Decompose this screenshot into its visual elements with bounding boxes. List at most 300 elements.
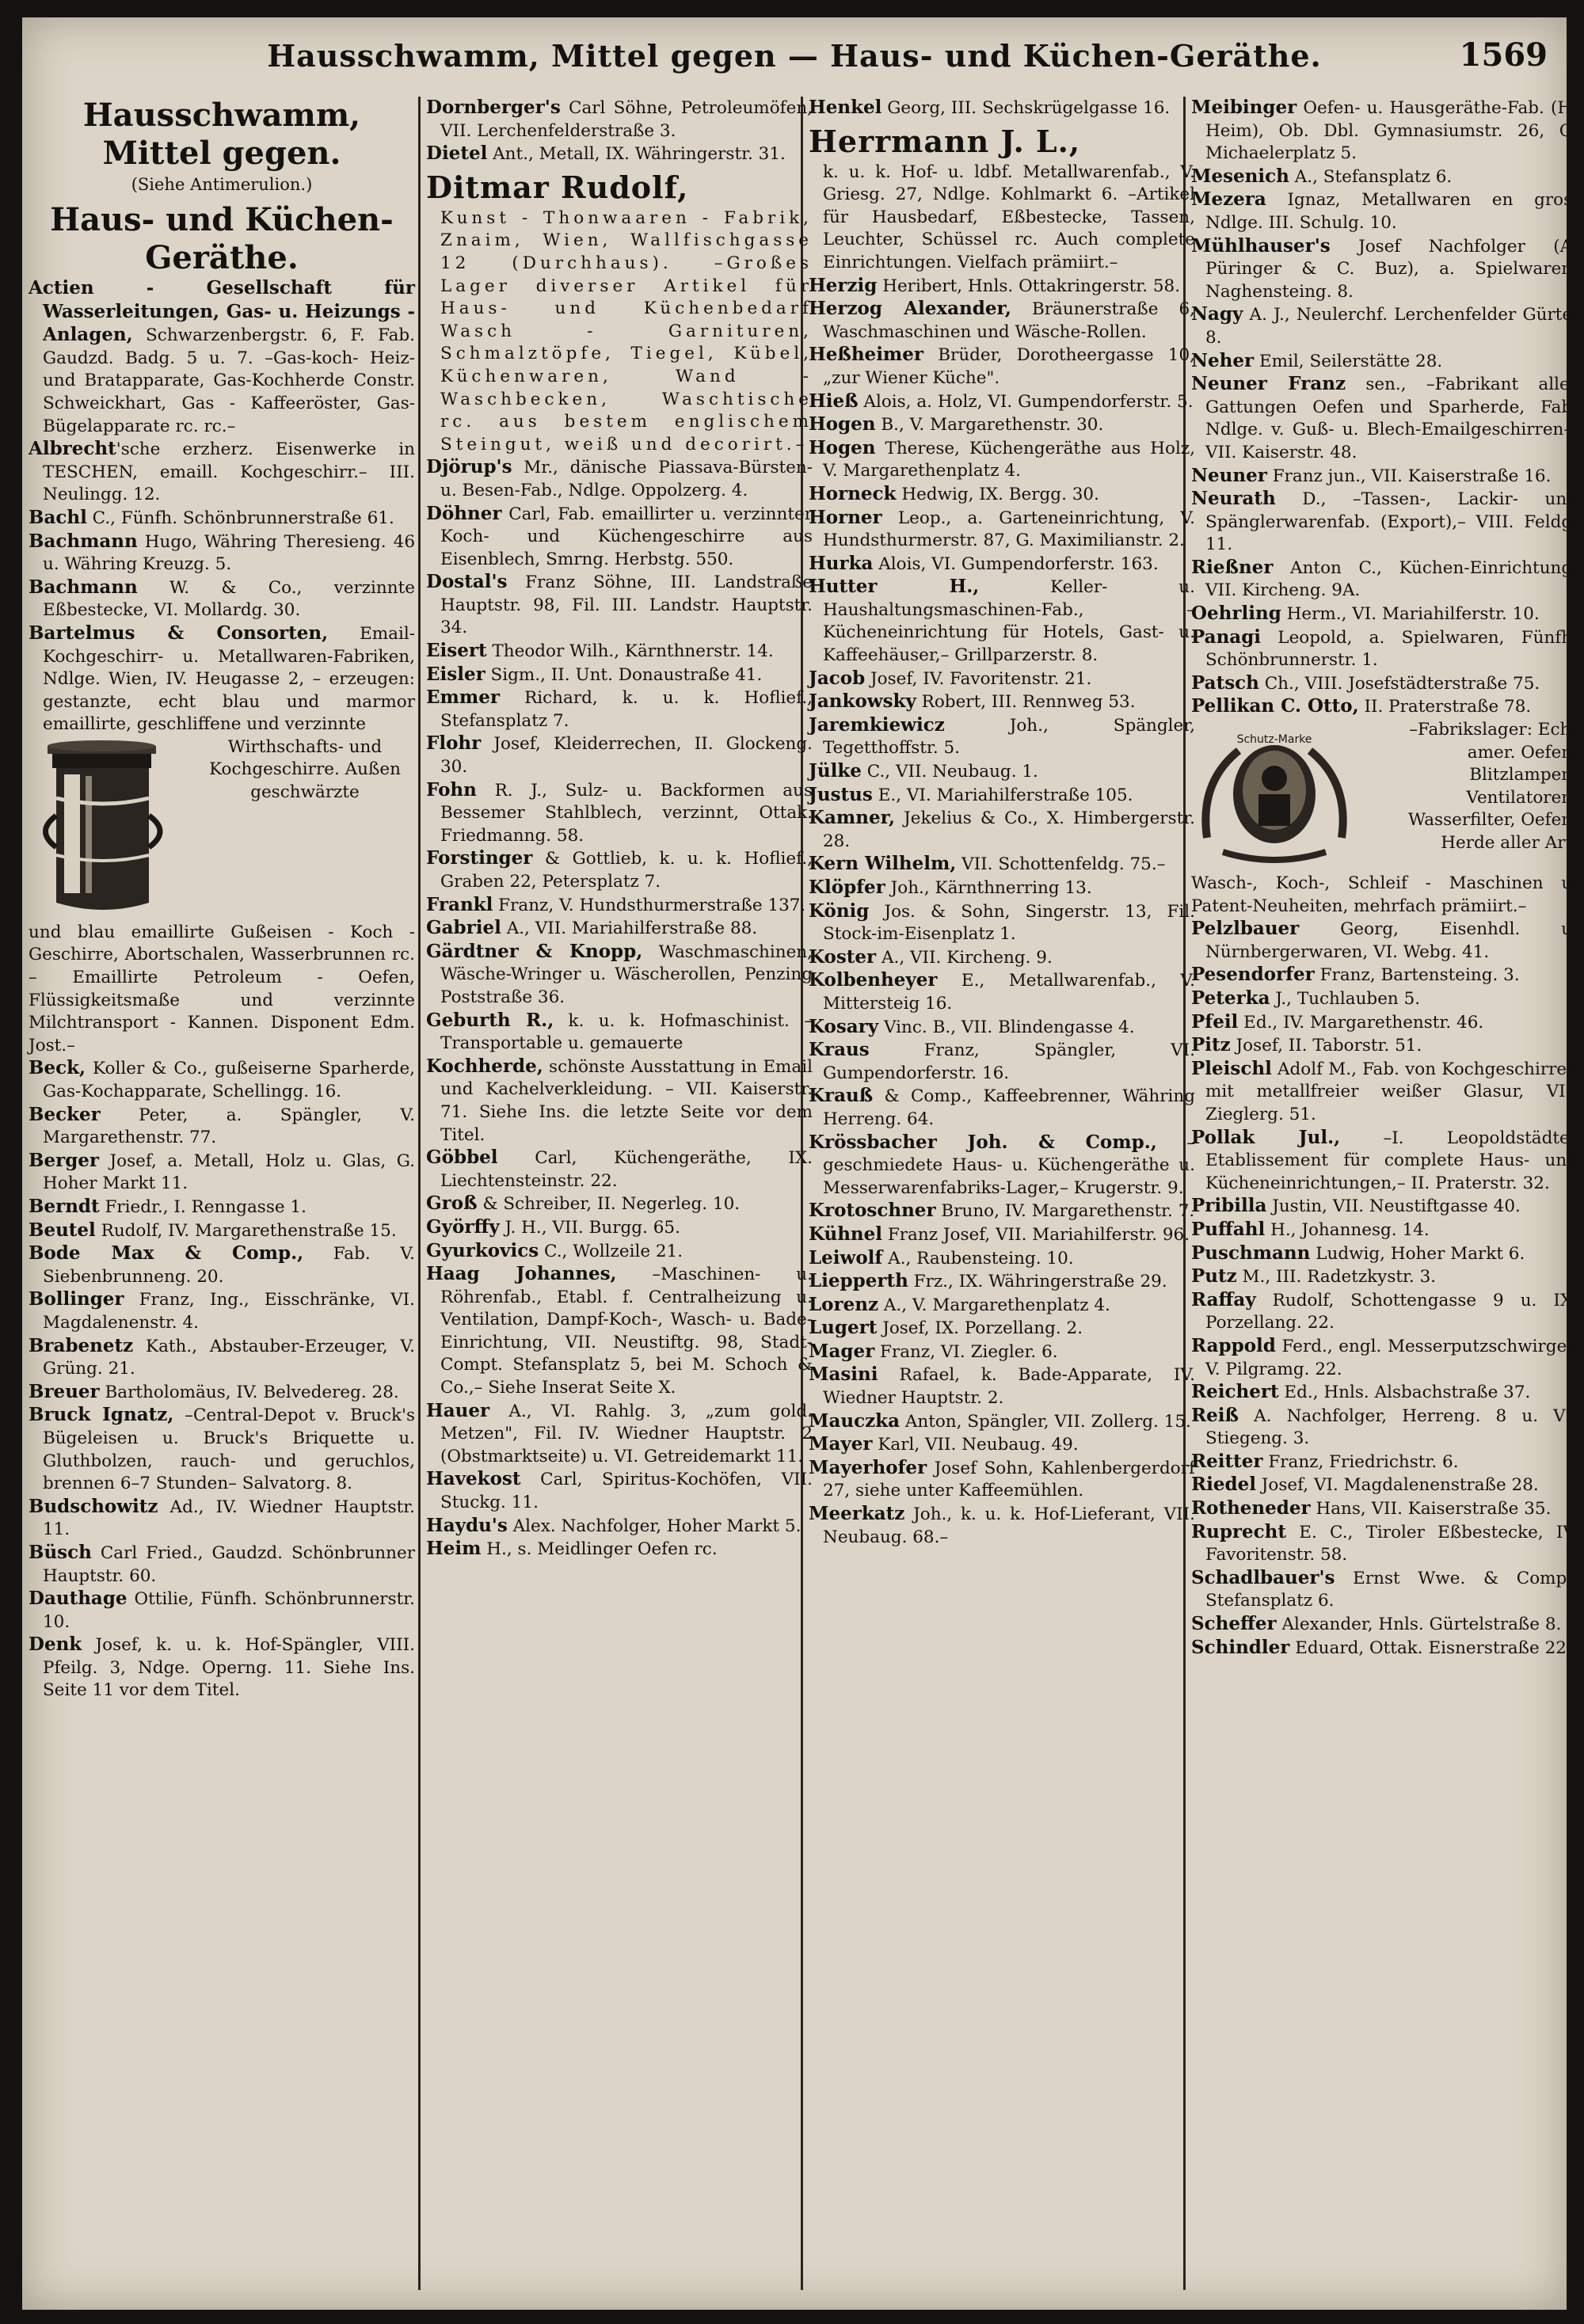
entry-text: Carl, Küchengeräthe, IX. Liechtensteinstr. 22.	[440, 1148, 813, 1191]
entry-text: Alex. Nachfolger, Hoher Markt 5.	[507, 1516, 802, 1536]
directory-entry	[809, 1085, 1195, 1131]
directory-entry	[426, 1147, 813, 1192]
directory-entry	[426, 1010, 813, 1055]
directory-entry	[1191, 603, 1578, 626]
directory-entry	[809, 1247, 1195, 1271]
directory-entry	[426, 1263, 813, 1400]
entry-name: König	[809, 900, 870, 922]
entry-text: Hugo, Währing Theresieng. 46 u. Währing Kreuzg. 5.	[43, 531, 415, 575]
entry-text: Schwarzenbergstr. 6, F. Fab. Gaudzd. Badg. 5 u. 7. –Gas-koch- Heiz- und Bratapparate, Gas-Kochherde Constr. Schweickhart, Gas - Kaffeeröster, Gas-Bügelapparate rc. rc.–	[43, 325, 415, 436]
entry-text: Franz jun., VII. Kaiserstraße 16.	[1266, 466, 1552, 486]
directory-entry	[29, 1150, 415, 1196]
directory-entry	[29, 277, 415, 438]
entry-list	[29, 922, 415, 1702]
entry-name: Masini	[809, 1364, 878, 1386]
directory-entry	[1191, 626, 1578, 672]
entry-name: Liepperth	[809, 1270, 908, 1292]
directory-entry	[29, 1496, 415, 1542]
entry-text: Rudolf, IV. Margarethenstraße 15.	[95, 1220, 397, 1241]
entry-name: Bartelmus & Consorten,	[29, 622, 329, 644]
directory-entry	[426, 732, 813, 778]
directory-entry	[809, 1270, 1195, 1294]
directory-entry	[426, 664, 813, 687]
entry-text: Emil, Seilerstätte 28.	[1254, 351, 1443, 371]
directory-entry	[426, 1400, 813, 1469]
entry-name: Horneck	[809, 482, 897, 504]
directory-entry	[426, 503, 813, 572]
entry-text: Adolf M., Fab. von Kochgeschirren mit metallfreier weißer Glasur, VII. Zieglerg. 51.	[1205, 1059, 1578, 1124]
directory-entry	[29, 1404, 415, 1495]
entry-name: Dietel	[426, 143, 488, 165]
entry-text: W. & Co., verzinnte Eßbestecke, VI. Mollardg. 30.	[43, 577, 415, 621]
ad-text: –Fabrikslager: Echt amer. Oefen, Blitzlampen, Ventilatoren, Wasserfilter, Oefen, Herde aller Art,	[1408, 720, 1578, 853]
entry-name: Oehrling	[1191, 603, 1281, 625]
entry-name: Panagi	[1191, 626, 1262, 648]
entry-text: Bartholomäus, IV. Belvedereg. 28.	[99, 1382, 399, 1402]
featured-entry	[426, 168, 813, 457]
entry-text: Therese, Küchengeräthe aus Holz, V. Margarethenplatz 4.	[823, 438, 1195, 481]
featured-entry	[809, 122, 1195, 275]
directory-entry	[1191, 987, 1578, 1011]
entry-name: Breuer	[29, 1380, 100, 1402]
entry-text: Keller- u. Haushaltungsmaschinen-Fab., –Kücheneinrichtung für Hotels, Gast- u. Kaffeehäuser,– Grillparzerstr. 8.	[823, 577, 1195, 666]
entry-text: Oefen- u. Hausgeräthe-Fab. (H. Heim), Ob. Dbl. Gymnasiumstr. 26, G. Michaelerplatz 5.	[1205, 98, 1578, 164]
entry-name: Koster	[809, 945, 877, 968]
entry-name: Horner	[809, 506, 882, 528]
entry-name: Justus	[809, 783, 873, 805]
entry-text: Ottilie, Fünfh. Schönbrunnerstr. 10.	[43, 1589, 415, 1632]
directory-entry	[1191, 1637, 1578, 1660]
entry-name: Pelzlbauer	[1191, 918, 1300, 940]
directory-entry	[1191, 1381, 1578, 1405]
directory-entry	[809, 1433, 1195, 1457]
entry-text: Frz., IX. Währingerstraße 29.	[908, 1272, 1167, 1292]
entry-list	[809, 97, 1195, 120]
entry-text: Robert, III. Rennweg 53.	[916, 692, 1136, 713]
entry-text: sen., –Fabrikant aller Gattungen Oefen und Sparherde, Fab. Ndlge. v. Guß- u. Blech-Emailgeschirren–, VII. Kaiserstr. 48.	[1205, 375, 1578, 462]
entry-name: Becker	[29, 1103, 101, 1125]
entry-text: Mr., dänische Piassava-Bürsten- u. Besen-Fab., Ndlge. Oppolzerg. 4.	[440, 458, 813, 500]
entry-name: Mesenich	[1191, 165, 1289, 187]
entry-text: Franz, V. Hundsthurmerstraße 137.	[493, 895, 806, 915]
entry-text: Eduard, Ottak. Eisnerstraße 22.	[1289, 1637, 1572, 1658]
entry-name: Albrecht	[29, 438, 116, 460]
directory-entry	[1191, 235, 1578, 304]
directory-entry	[809, 969, 1195, 1015]
entry-name: Hutter H.,	[809, 576, 980, 598]
entry-name: Gabriel	[426, 917, 501, 939]
directory-entry	[426, 894, 813, 918]
directory-entry	[809, 807, 1195, 853]
entry-name: Neuner Franz	[1191, 373, 1346, 395]
entry-name: Hogen	[809, 413, 876, 436]
entry-text: D., –Tassen-, Lackir- und Spänglerwarenfab. (Export),– VIII. Feldg. 11.	[1205, 489, 1578, 555]
directory-entry	[1191, 1265, 1578, 1289]
entry-name: Heim	[426, 1538, 482, 1560]
directory-entry	[1191, 695, 1578, 719]
column-1	[29, 97, 415, 2298]
entry-text: Franz, Friedrichstr. 6.	[1262, 1451, 1459, 1472]
directory-entry	[1191, 1567, 1578, 1613]
directory-entry	[809, 1200, 1195, 1223]
entry-name: Putz	[1191, 1265, 1237, 1288]
directory-entry	[1191, 1474, 1578, 1497]
directory-entry	[809, 553, 1195, 576]
entry-name: Klöpfer	[809, 877, 885, 898]
entry-name: Herzog Alexander,	[809, 298, 1011, 320]
directory-entry	[29, 1588, 415, 1634]
entry-name: Heßheimer	[809, 344, 924, 366]
directory-entry	[29, 1335, 415, 1381]
entry-text: Ed., Hnls. Alsbachstraße 37.	[1278, 1383, 1531, 1403]
entry-list	[1191, 97, 1578, 719]
page-header	[22, 32, 1567, 87]
directory-entry	[1191, 964, 1578, 987]
entry-name: Jaremkiewicz	[809, 713, 945, 736]
entry-text: Herm., VI. Mariahilferstr. 10.	[1281, 604, 1540, 625]
directory-entry	[29, 1288, 415, 1334]
entry-name: Mühlhauser's	[1191, 234, 1331, 257]
entry-text: Jekelius & Co., X. Himbergerstr. 28.	[823, 808, 1195, 851]
directory-entry	[29, 1542, 415, 1588]
entry-text: Wasch-, Koch-, Schleif - Maschinen u. Patent-Neuheiten, mehrfach prämiirt.–	[1191, 873, 1578, 916]
entry-name: Emmer	[426, 687, 500, 709]
directory-entry	[1191, 557, 1578, 603]
entry-text: Anton C., Küchen-Einrichtung, VII. Kircheng. 9A.	[1205, 557, 1578, 601]
entry-name: Peterka	[1191, 987, 1270, 1009]
entry-text: Ant., Metall, IX. Währingerstr. 31.	[487, 144, 786, 165]
entry-text: Alexander, Hnls. Gürtelstraße 8.	[1276, 1615, 1562, 1635]
entry-text: schönste Ausstattung in Email und Kachelverkleidung. – VII. Kaiserstr. 71. Siehe Ins. die letzte Seite vor dem Titel.	[440, 1056, 813, 1145]
entry-name: Pribilla	[1191, 1195, 1267, 1217]
entry-text: J., Tuchlauben 5.	[1270, 989, 1421, 1009]
entry-text: Ludwig, Hoher Markt 6.	[1310, 1243, 1525, 1264]
entry-name: Kolbenheyer	[809, 969, 938, 991]
directory-entry	[809, 576, 1195, 667]
entry-name: Reiß	[1191, 1404, 1239, 1426]
section-heading: Haus- und Küchen-Geräthe.	[50, 201, 394, 276]
running-title: Hausschwamm, Mittel gegen — Haus- und Küchen-Geräthe.	[267, 38, 1322, 74]
entry-text: Bruno, IV. Margarethenstr. 7.	[935, 1201, 1195, 1222]
entry-text: A. J., Neulerchf. Lerchenfelder Gürtel 8.	[1205, 305, 1578, 348]
entry-name: Pfeil	[1191, 1010, 1239, 1033]
entry-text: Anton, Spängler, VII. Zollerg. 15.	[900, 1411, 1191, 1432]
directory-entry	[1191, 1011, 1578, 1035]
entry-name: Rappold	[1191, 1334, 1276, 1356]
entry-text: Alois, VI. Gumpendorferstr. 163.	[873, 553, 1159, 574]
directory-entry	[29, 531, 415, 576]
entry-text: Joh., Spängler, Tegetthoffstr. 5.	[823, 715, 1195, 759]
directory-entry	[29, 922, 415, 1058]
directory-entry	[809, 668, 1195, 691]
entry-list	[809, 275, 1195, 1550]
entry-text: A., Raubensteing. 10.	[882, 1248, 1074, 1269]
entry-text: Ed., IV. Margarethenstr. 46.	[1238, 1012, 1484, 1033]
entry-name: Bachmann	[29, 576, 138, 598]
entry-text: –I. Leopoldstädter Etablissement für complete Haus- und Kücheneinrichtungen,– II. Praterstr. 32.	[1205, 1128, 1578, 1193]
directory-entry	[1191, 1058, 1578, 1127]
section-heading: Hausschwamm, Mittel gegen.	[82, 97, 361, 172]
entry-name: Eisert	[426, 640, 487, 662]
directory-entry	[1191, 1613, 1578, 1637]
entry-text: Richard, k. u. k. Hoflief., Stefansplatz 7.	[440, 688, 813, 731]
entry-name: Neher	[1191, 349, 1255, 371]
page-number: 1569	[1459, 36, 1548, 74]
entry-name: Berger	[29, 1149, 100, 1171]
entry-name: Djörup's	[426, 456, 512, 478]
entry-text: A., Stefansplatz 6.	[1289, 166, 1453, 187]
entry-text: Jos. & Sohn, Singerstr. 13, Fil. Stock-im-Eisenplatz 1.	[823, 901, 1195, 945]
entry-name: Actien - Gesellschaft für Wasserleitungen, Gas- u. Heizungs - Anlagen,	[29, 277, 415, 346]
entry-text: Georg, III. Sechskrügelgasse 16.	[881, 98, 1171, 118]
directory-entry	[1191, 672, 1578, 696]
entry-name: Eisler	[426, 663, 485, 685]
entry-name: Leiwolf	[809, 1246, 883, 1269]
directory-entry	[809, 714, 1195, 760]
entry-text: Alois, a. Holz, VI. Gumpendorferstr. 5.	[858, 391, 1194, 412]
directory-entry	[1191, 1034, 1578, 1058]
entry-text: Ignaz, Metallwaren en gros, Ndlge. III. Schulg. 10.	[1205, 190, 1578, 233]
entry-text: Franz, Bartensteing. 3.	[1314, 965, 1520, 986]
entry-text: Franz, Ing., Eisschränke, VI. Magdalenenstr. 4.	[43, 1290, 415, 1333]
featured-name: Herrmann J. L.,	[809, 123, 1081, 159]
directory-entry	[426, 1192, 813, 1216]
entry-name: Krössbacher Joh. & Comp.,	[809, 1131, 1157, 1153]
directory-entry	[29, 1219, 415, 1243]
entry-name: Mezera	[1191, 188, 1266, 211]
directory-entry	[809, 413, 1195, 437]
directory-entry	[809, 437, 1195, 483]
entry-name: Reichert	[1191, 1381, 1279, 1403]
directory-entry	[809, 1341, 1195, 1364]
advertisement	[1191, 719, 1578, 873]
trademark-label: Schutz-Marke	[1236, 733, 1312, 747]
entry-text: B., V. Margarethenstr. 30.	[875, 415, 1104, 436]
entry-text: Hans, VII. Kaiserstraße 35.	[1310, 1499, 1552, 1520]
directory-entry	[809, 900, 1195, 946]
entry-name: Reitter	[1191, 1450, 1263, 1472]
directory-entry	[809, 1364, 1195, 1409]
directory-entry	[809, 275, 1195, 299]
entry-text: Josef, IV. Favoritenstr. 21.	[865, 668, 1092, 689]
directory-entry	[426, 640, 813, 664]
entry-text: Josef Sohn, Kahlenbergerdorf 27, siehe unter Kaffeemühlen.	[823, 1458, 1195, 1501]
entry-text: C., Fünfh. Schönbrunnerstraße 61.	[86, 508, 394, 528]
entry-name: Pellikan C. Otto,	[1191, 695, 1359, 717]
entry-name: Gyurkovics	[426, 1239, 539, 1261]
entry-name: Flohr	[426, 732, 482, 755]
entry-name: Brabenetz	[29, 1334, 134, 1356]
entry-name: Budschowitz	[29, 1495, 158, 1517]
entry-name: Hieß	[809, 390, 859, 412]
entry-name: Bode Max & Comp.,	[29, 1242, 304, 1265]
entry-text: Josef, a. Metall, Holz u. Glas, G. Hoher Markt 11.	[43, 1151, 415, 1194]
entry-text: Ferd., engl. Messerputzschwirgel, V. Pilgramg. 22.	[1205, 1336, 1578, 1379]
entry-name: Mager	[809, 1340, 875, 1362]
entry-text: H., Johannesg. 14.	[1265, 1219, 1430, 1240]
entry-text: –Central-Depot v. Bruck's Bügeleisen u. Bruck's Briquette u. Gluthbolzen, rauch- und geruchlos, brennen 6–7 Stunden– Salvatorg. 8.	[43, 1405, 416, 1494]
entry-name: Jacob	[809, 667, 866, 689]
entry-text: Franz, Spängler, VI. Gumpendorferstr. 16.	[823, 1040, 1195, 1083]
directory-entry	[809, 760, 1195, 784]
column-4	[1191, 97, 1578, 2298]
entry-text: Josef, II. Taborstr. 51.	[1230, 1036, 1422, 1056]
directory-entry	[1191, 97, 1578, 165]
entry-name: Haydu's	[426, 1514, 508, 1536]
entry-text: E. C., Tiroler Eßbestecke, IV. Favoritenstr. 58.	[1205, 1522, 1578, 1565]
directory-entry	[809, 1039, 1195, 1085]
entry-name: Beck,	[29, 1057, 86, 1079]
entry-text: Fab. V. Siebenbrunneng. 20.	[43, 1244, 416, 1287]
entry-text: & Gottlieb, k. u. k. Hoflief., Graben 22, Petersplatz 7.	[440, 849, 813, 892]
entry-name: Rießner	[1191, 556, 1274, 578]
entry-name: Göbbel	[426, 1147, 498, 1169]
entry-name: Kamner,	[809, 807, 896, 829]
directory-entry	[809, 298, 1195, 344]
entry-text: C., VII. Neubaug. 1.	[861, 762, 1038, 782]
directory-entry	[1191, 303, 1578, 349]
entry-text: Leop., a. Garteneinrichtung, V. Hundsthurmerstr. 87, G. Maximilianstr. 2.	[823, 508, 1195, 551]
directory-entry	[29, 507, 415, 531]
entry-text: Josef Nachfolger (A. Püringer & C. Buz), a. Spielwaren, Naghensteing. 8.	[1205, 236, 1578, 302]
entry-name: Riedel	[1191, 1474, 1256, 1496]
entry-text: & Comp., Kaffeebrenner, Währing Herreng. 64.	[823, 1086, 1195, 1129]
entry-text: Justin, VII. Neustiftgasse 40.	[1266, 1196, 1521, 1217]
entry-text: Friedr., I. Renngasse 1.	[99, 1197, 307, 1217]
entry-text: Georg, Eisenhdl. u. Nürnbergerwaren, VI. Webg. 41.	[1205, 919, 1578, 962]
entry-name: Mayer	[809, 1433, 873, 1455]
entry-text: M., III. Radetzkystr. 3.	[1236, 1267, 1437, 1288]
entry-name: Raffay	[1191, 1288, 1256, 1310]
entry-name: Fohn	[426, 778, 477, 801]
directory-entry	[809, 1457, 1195, 1503]
directory-entry	[29, 576, 415, 622]
entry-name: Hurka	[809, 552, 874, 574]
entry-text: Joh., Kärnthnerring 13.	[885, 878, 1092, 898]
cooking-pot-icon	[29, 736, 195, 919]
directory-entry	[29, 1381, 415, 1405]
entry-name: Puschmann	[1191, 1242, 1311, 1264]
directory-entry	[809, 946, 1195, 970]
entry-name: Bollinger	[29, 1288, 124, 1310]
directory-entry	[809, 1503, 1195, 1549]
entry-name: Krauß	[809, 1085, 874, 1107]
entry-name: Meibinger	[1191, 97, 1297, 118]
entry-text: R. J., Sulz- u. Backformen aus Bessemer Stahlblech, verzinnt, Ottak. Friedmanng. 58.	[440, 780, 813, 846]
entry-name: Mayerhofer	[809, 1456, 927, 1478]
entry-name: Henkel	[809, 97, 882, 118]
entry-text: A., VII. Mariahilferstraße 88.	[501, 919, 758, 939]
entry-list	[29, 277, 415, 736]
directory-entry	[1191, 1497, 1578, 1521]
featured-text: Kunst - Thonwaaren - Fabrik, Znaim, Wien, Wallfischgasse 12 (Durchhaus). –Großes Lager diverser Artikel für Haus- und Küchenbedarf Wasch - Garnituren, Schmalztöpfe, Tiegel, Kübel, Küchenwaren, Wand - Waschbecken, Waschtische rc. aus bestem englischem Steingut, weiß und decorirt.–	[440, 207, 813, 455]
entry-name: Meerkatz	[809, 1503, 905, 1525]
directory-entry	[1191, 1242, 1578, 1266]
entry-name: Ruprecht	[1191, 1520, 1287, 1542]
entry-name: Neurath	[1191, 488, 1276, 510]
directory-entry	[809, 344, 1195, 390]
directory-entry	[426, 143, 813, 166]
entry-name: Bruck Ignatz,	[29, 1404, 174, 1426]
directory-entry	[809, 1132, 1195, 1200]
entry-text: Ch., VIII. Josefstädterstraße 75.	[1258, 673, 1540, 694]
directory-entry	[29, 1196, 415, 1219]
directory-entry	[1191, 488, 1578, 557]
entry-list	[1191, 873, 1578, 1660]
directory-entry	[426, 1216, 813, 1240]
entry-text: Josef, IX. Porzellang. 2.	[877, 1318, 1083, 1339]
directory-entry	[1191, 1127, 1578, 1196]
entry-name: Puffahl	[1191, 1218, 1266, 1240]
directory-entry	[809, 1410, 1195, 1434]
entry-name: Groß	[426, 1192, 478, 1215]
column-2	[426, 97, 813, 2298]
entry-name: Beutel	[29, 1219, 96, 1241]
entry-text: E., VI. Mariahilferstraße 105.	[872, 785, 1133, 805]
entry-name: Mauczka	[809, 1409, 900, 1432]
entry-text: Heribert, Hnls. Ottakringerstr. 58.	[877, 276, 1181, 296]
directory-entry	[1191, 373, 1578, 464]
directory-entry	[1191, 1405, 1578, 1451]
entry-text: Josef, Kleiderrechen, II. Glockeng. 30.	[440, 734, 813, 778]
advertisement	[29, 736, 415, 922]
entry-name: Scheffer	[1191, 1613, 1277, 1635]
section-note: (Siehe Antimerulion.)	[131, 175, 313, 194]
directory-entry	[29, 438, 415, 507]
entry-name: Jülke	[809, 760, 862, 782]
entry-text: Brüder, Dorotheergasse 10, „zur Wiener Küche".	[823, 345, 1195, 388]
column-rule	[418, 97, 421, 2290]
directory-entry	[426, 941, 813, 1010]
entry-text: Rafael, k. Bade-Apparate, IV. Wiedner Hauptstr. 2.	[823, 1365, 1195, 1409]
entry-text: A., V. Margarethenplatz 4.	[878, 1295, 1110, 1315]
directory-entry	[426, 456, 813, 502]
entry-text: Peter, a. Spängler, V. Margarethenstr. 77.	[43, 1105, 415, 1148]
directory-entry	[1191, 465, 1578, 489]
entry-name: Schadlbauer's	[1191, 1566, 1335, 1588]
entry-name: Pleischl	[1191, 1057, 1272, 1079]
entry-text: Karl, VII. Neubaug. 49.	[872, 1435, 1079, 1455]
directory-entry	[29, 1104, 415, 1150]
directory-entry	[1191, 1521, 1578, 1567]
entry-list	[426, 97, 813, 166]
entry-text: Sigm., II. Unt. Donaustraße 41.	[485, 664, 763, 685]
entry-name: Havekost	[426, 1468, 521, 1490]
entry-text: A. Nachfolger, Herreng. 8 u. VI. Stiegeng. 3.	[1205, 1405, 1578, 1449]
entry-text: Carl, Fab. emaillirter u. verzinnter Koch- und Küchengeschirre aus Eisenblech, Smrng. Herbstg. 550.	[440, 504, 813, 569]
directory-entry	[426, 917, 813, 941]
entry-name: Dauthage	[29, 1588, 128, 1610]
entry-text: Vinc. B., VII. Blindengasse 4.	[878, 1017, 1135, 1037]
directory-entry	[1191, 350, 1578, 374]
entry-text: Carl Söhne, Petroleumöfen, VII. Lerchenfelderstraße 3.	[440, 98, 813, 141]
featured-text: k. u. k. Hof- u. ldbf. Metallwarenfab., V. Griesg. 27, Ndlge. Kohlmarkt 6. –Artikel für Hausbedarf, Eßbestecke, Tassen, Leuchter, Schüssel rc. Auch complete Einrichtungen. Vielfach prämiirt.–	[823, 162, 1195, 272]
directory-entry	[809, 97, 1195, 120]
directory-entry	[1191, 1289, 1578, 1335]
entry-list	[426, 456, 813, 1561]
entry-name: Hogen	[809, 436, 876, 458]
entry-name: Neuner	[1191, 464, 1267, 486]
entry-text: A., VI. Rahlg. 3, „zum gold. Metzen", Fil. IV. Wiedner Hauptstr. 2 (Obstmarktseite) u. VI. Getreidemarkt 11.	[440, 1401, 813, 1466]
directory-entry	[809, 784, 1195, 808]
directory-entry	[426, 847, 813, 893]
directory-entry	[809, 1016, 1195, 1040]
directory-entry	[1191, 1195, 1578, 1219]
entry-text: Theodor Wilh., Kärnthnerstr. 14.	[486, 641, 774, 662]
entry-text: Kath., Abstauber-Erzeuger, V. Grüng. 21.	[43, 1336, 415, 1379]
entry-name: Rotheneder	[1191, 1497, 1311, 1520]
entry-text: Waschmaschinen, Wäsche-Wringer u. Wäscherollen, Penzing Poststraße 36.	[440, 941, 813, 1007]
